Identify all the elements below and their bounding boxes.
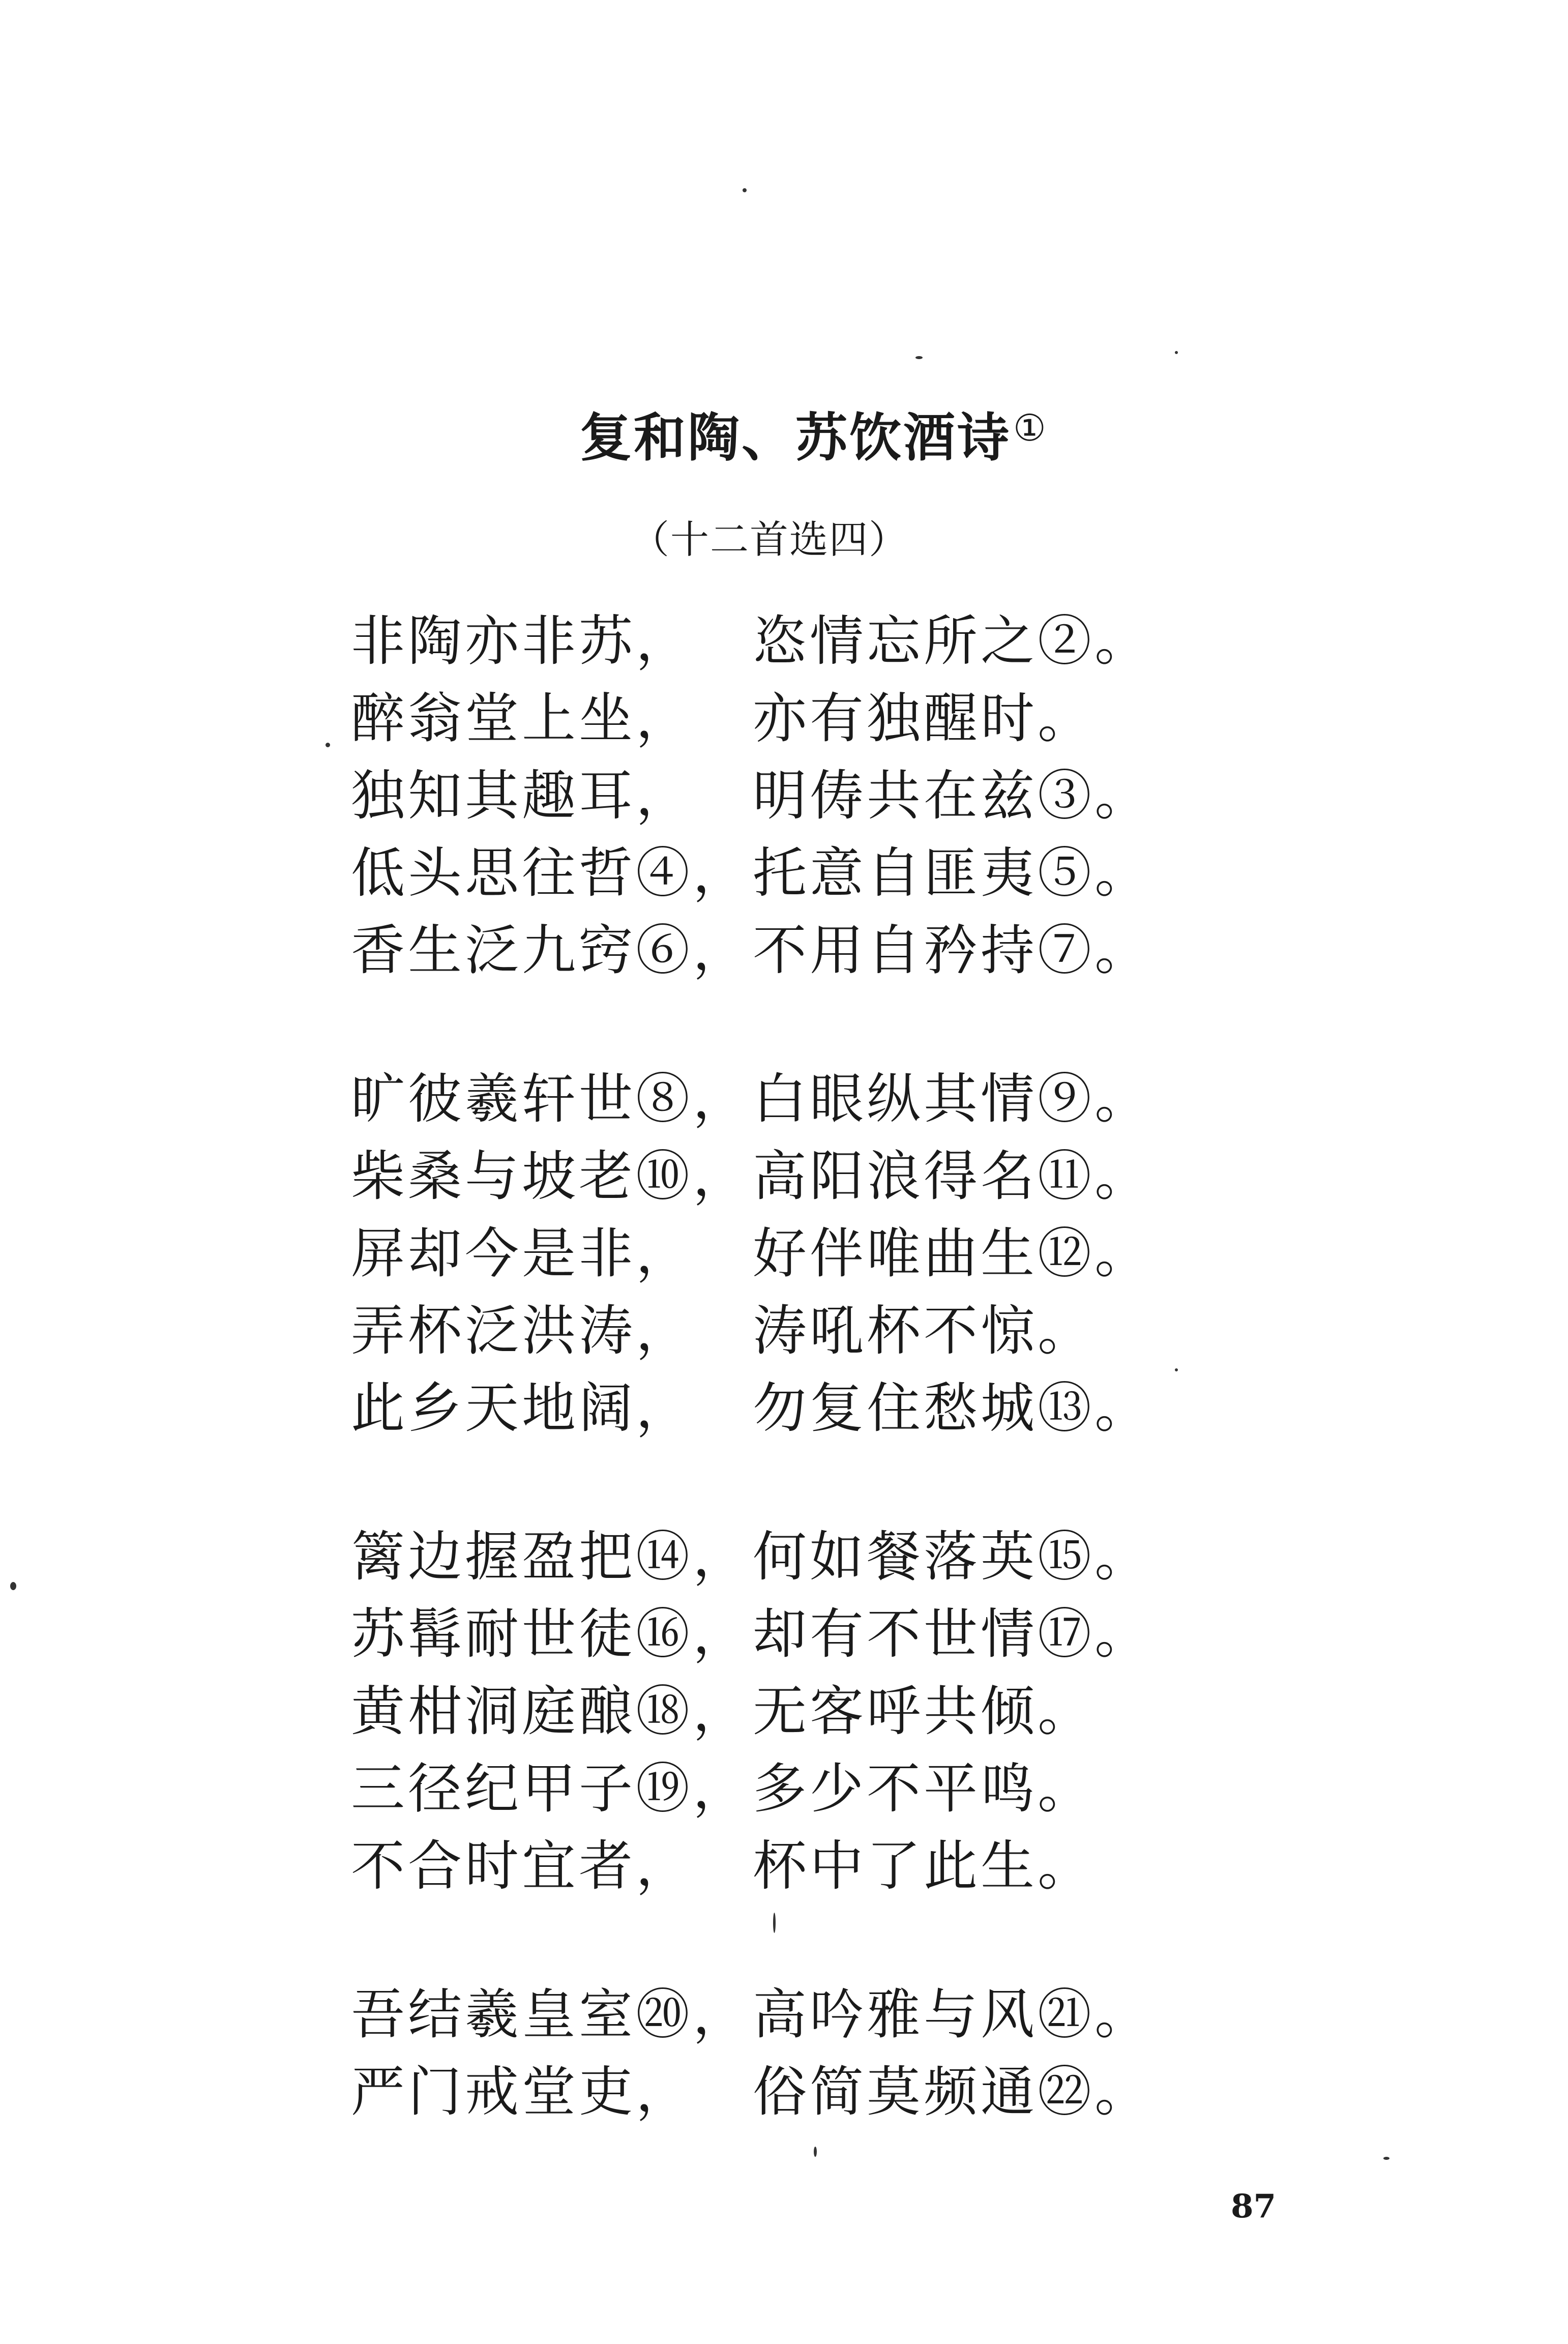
line-second-half: 恣情忘所之②。: [753, 610, 1151, 672]
line-first-half: 此乡天地阔，: [351, 1377, 693, 1440]
scan-speck: [1175, 1368, 1178, 1371]
poem-body: [351, 603, 1216, 2202]
poem-line: [351, 1518, 1216, 1596]
line-first-half: 低头思往哲④，: [351, 842, 750, 904]
line-first-half: 弄杯泛洪涛，: [351, 1300, 693, 1362]
line-first-half: 柴桑与坡老⑩，: [351, 1145, 750, 1208]
line-second-half: 好伴唯曲生⑫。: [753, 1222, 1151, 1285]
line-second-half: 多少不平鸣。: [753, 1757, 1094, 1820]
poem-line: [351, 1138, 1216, 1215]
line-first-half: 不合时宜者，: [351, 1835, 693, 1897]
line-second-half: 高吟雅与风㉑。: [753, 1983, 1151, 2046]
line-first-half: 旷彼羲轩世⑧，: [351, 1068, 750, 1130]
line-second-half: 亦有独醒时。: [753, 687, 1094, 750]
line-first-half: 黄柑洞庭酿⑱，: [351, 1680, 750, 1743]
poem-line: [351, 1976, 1216, 2054]
line-first-half: 苏髯耐世徒⑯，: [351, 1603, 750, 1665]
poem-line: [351, 1673, 1216, 1750]
line-second-half: 却有不世情⑰。: [753, 1603, 1151, 1665]
poem-subtitle: （十二首选四）: [631, 517, 908, 562]
scan-speck: [773, 1913, 776, 1933]
poem-line: [351, 1750, 1216, 1828]
poem-line: [351, 680, 1216, 757]
line-second-half: 杯中了此生。: [753, 1835, 1094, 1897]
stanza: [351, 603, 1216, 989]
line-first-half: 屏却今是非，: [351, 1222, 693, 1285]
poem-line: [351, 2054, 1216, 2131]
poem-line: [351, 603, 1216, 680]
stanza: [351, 1061, 1216, 1447]
poem-line: [351, 1828, 1216, 1905]
line-second-half: 白眼纵其情⑨。: [753, 1068, 1151, 1130]
line-first-half: 香生泛九窍⑥，: [351, 919, 750, 982]
line-first-half: 三径纪甲子⑲，: [351, 1757, 750, 1820]
line-second-half: 俗简莫频通㉒。: [753, 2061, 1151, 2123]
title-footnote-marker: ①: [1013, 406, 1048, 449]
line-second-half: 高阳浪得名⑪。: [753, 1145, 1151, 1208]
poem-line: [351, 912, 1216, 989]
scan-speck: [915, 356, 923, 359]
page-number: 87: [1231, 2187, 1277, 2225]
scan-speck: [326, 743, 330, 747]
line-first-half: 独知其趣耳，: [351, 765, 693, 827]
poem-line: [351, 835, 1216, 912]
stanza: [351, 1976, 1216, 2131]
poem-line: [351, 1061, 1216, 1138]
line-second-half: 涛吼杯不惊。: [753, 1300, 1094, 1362]
line-first-half: 篱边握盈把⑭，: [351, 1526, 750, 1588]
scan-speck: [743, 188, 747, 192]
poem-line: [351, 1596, 1216, 1673]
line-first-half: 吾结羲皇室⑳，: [351, 1983, 750, 2046]
line-second-half: 明俦共在兹③。: [753, 765, 1151, 827]
scan-speck: [10, 1582, 16, 1590]
scan-speck: [1175, 351, 1178, 354]
line-second-half: 不用自矜持⑦。: [753, 919, 1151, 982]
line-second-half: 托意自匪夷⑤。: [753, 842, 1151, 904]
poem-line: [351, 1370, 1216, 1447]
line-first-half: 非陶亦非苏，: [351, 610, 693, 672]
poem-line: [351, 757, 1216, 835]
poem-title: [580, 397, 1048, 471]
stanza: [351, 1518, 1216, 1905]
poem-line: [351, 1293, 1216, 1370]
scan-speck: [1383, 2157, 1389, 2160]
line-second-half: 勿复住愁城⑬。: [753, 1377, 1151, 1440]
line-second-half: 何如餐落英⑮。: [753, 1526, 1151, 1588]
line-first-half: 严门戒堂吏，: [351, 2061, 693, 2123]
poem-title-text: 复和陶、苏饮酒诗: [580, 408, 1011, 468]
scan-speck: [814, 2147, 817, 2157]
line-second-half: 无客呼共倾。: [753, 1680, 1094, 1743]
line-first-half: 醉翁堂上坐，: [351, 687, 693, 750]
poem-line: [351, 1215, 1216, 1293]
